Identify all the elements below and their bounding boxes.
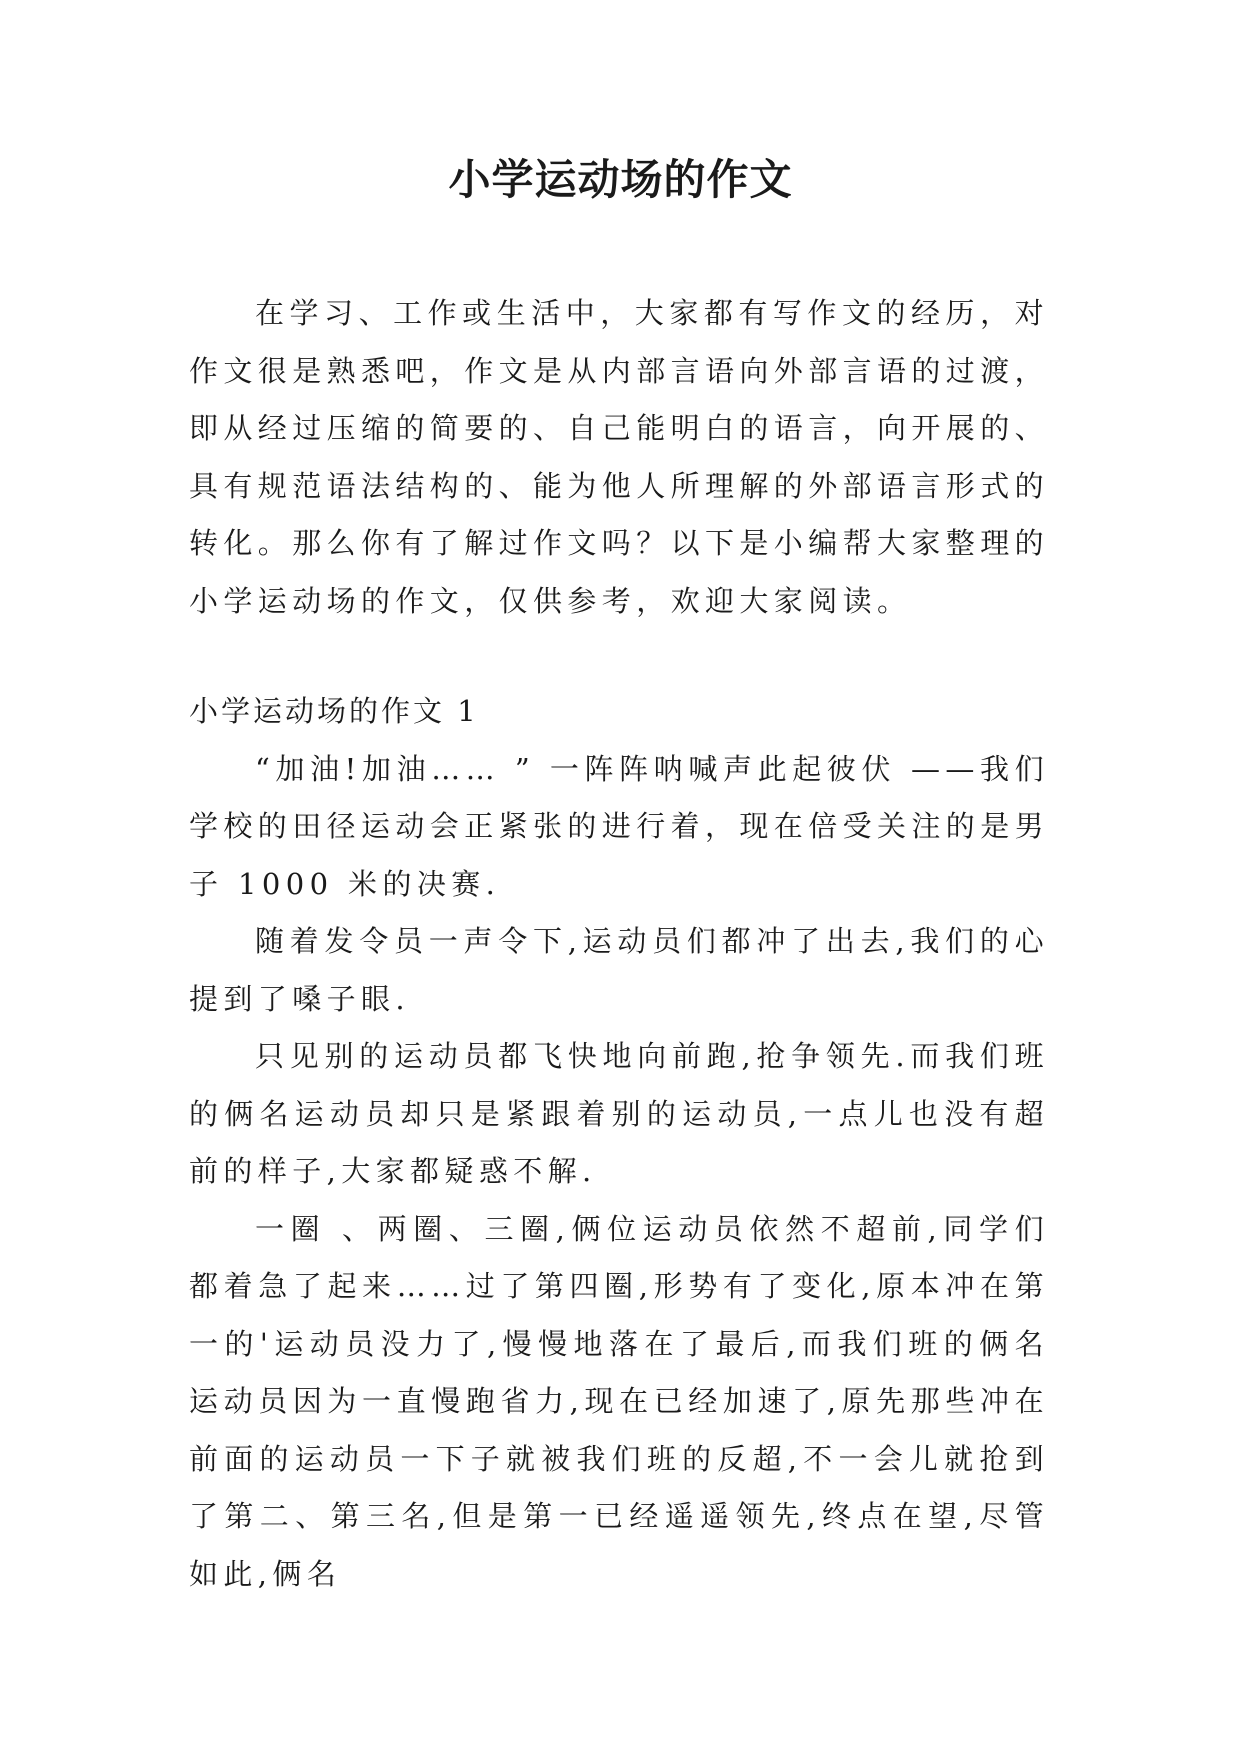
document-body — [189, 285, 1049, 1603]
body-paragraph-1: “加油!加油…… ” 一阵阵呐喊声此起彼伏 ——我们学校的田径运动会正紧张的进行着，现在倍受关注的是男子 1000 米的决赛. — [189, 751, 1050, 901]
intro-paragraph: 在学习、工作或生活中，大家都有写作文的经历，对作文很是熟悉吧，作文是从内部言语向外部言语的过渡，即从经过压缩的简要的、自己能明白的语言，向开展的、具有规范语法结构的、能为他人所理解的外部语言形式的转化。那么你有了解过作文吗？以下是小编帮大家整理的小学运动场的作文，仅供参考，欢迎大家阅读。 — [189, 296, 1050, 618]
section-title: 小学运动场的作文 1 — [189, 694, 479, 728]
body-paragraph-4: 一圈 、两圈、三圈,俩位运动员依然不超前,同学们都着急了起来……过了第四圈,形势有了变化,原本冲在第一的'运动员没力了,慢慢地落在了最后,而我们班的俩名运动员因为一直慢跑省力,现在已经加速了,原先那些冲在前面的运动员一下子就被我们班的反超,不一会儿就抢到了第二、第三名,但是第一已经遥遥领先,终点在望,尽管如此,俩名 — [189, 1211, 1049, 1591]
document-title: 小学运动场的作文 — [448, 155, 793, 204]
body-paragraph-2: 随着发令员一声令下,运动员们都冲了出去,我们的心提到了嗓子眼. — [189, 924, 1049, 1016]
body-paragraph-3: 只见别的运动员都飞快地向前跑,抢争领先.而我们班的俩名运动员却只是紧跟着别的运动员,一点儿也没有超前的样子,大家都疑惑不解. — [189, 1039, 1049, 1188]
